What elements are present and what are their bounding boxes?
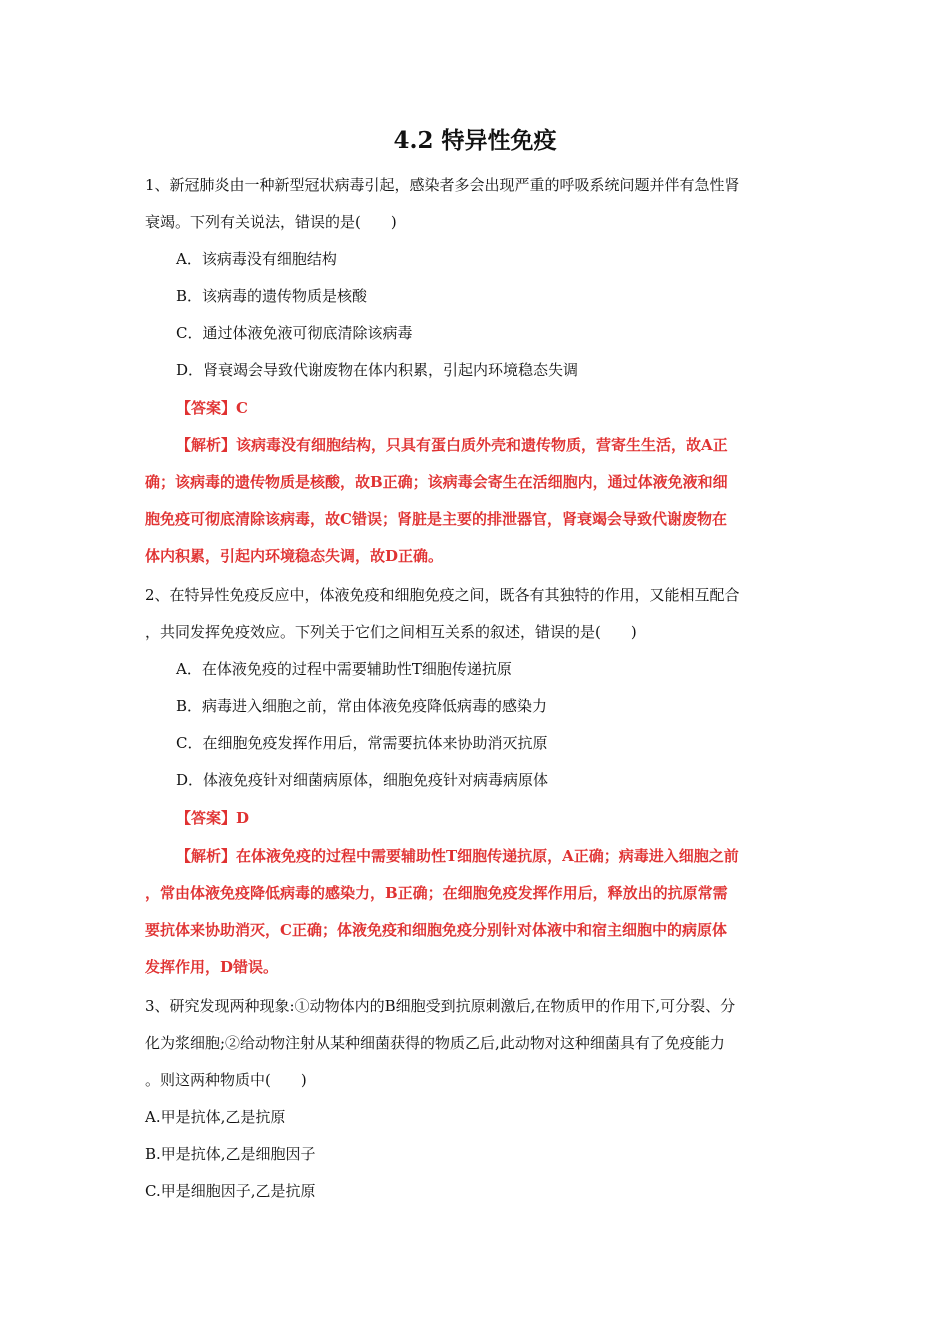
question-1-option-d: D．肾衰竭会导致代谢废物在体内积累，引起内环境稳态失调 [176,361,579,379]
question-2-option-a: A．在体液免疫的过程中需要辅助性T细胞传递抗原 [176,660,512,678]
question-2-answer: 【答案】D [176,809,250,827]
page-title: 4.2 特异性免疫 [393,127,557,154]
question-1-explanation-line-4: 体内积累，引起内环境稳态失调，故D正确。 [145,547,444,565]
question-3-option-b: B.甲是抗体,乙是细胞因子 [145,1145,316,1163]
question-1-stem-line-2: 衰竭。下列有关说法，错误的是( ) [145,213,397,231]
question-3-option-c: C.甲是细胞因子,乙是抗原 [145,1182,316,1200]
question-2-explanation-line-1: 【解析】在体液免疫的过程中需要辅助性T细胞传递抗原，A正确；病毒进入细胞之前 [176,847,739,865]
question-1-stem-line-1: 1、新冠肺炎由一种新型冠状病毒引起，感染者多会出现严重的呼吸系统问题并伴有急性肾 [145,176,740,194]
question-2-option-c: C．在细胞免疫发挥作用后，常需要抗体来协助消灭抗原 [176,734,548,752]
question-3-stem-line-3: 。则这两种物质中( ) [145,1071,307,1089]
question-3-stem-line-2: 化为浆细胞;②给动物注射从某种细菌获得的物质乙后,此动物对这种细菌具有了免疫能力 [145,1034,725,1052]
question-1-explanation-line-2: 确；该病毒的遗传物质是核酸，故B正确；该病毒会寄生在活细胞内，通过体液免液和细 [145,473,728,491]
question-1-option-b: B．该病毒的遗传物质是核酸 [176,287,368,305]
question-2-stem-line-1: 2、在特异性免疫反应中，体液免疫和细胞免疫之间，既各有其独特的作用，又能相互配合 [145,586,740,604]
question-1-answer: 【答案】C [176,399,248,417]
question-1-explanation-line-3: 胞免疫可彻底清除该病毒，故C错误；肾脏是主要的排泄器官，肾衰竭会导致代谢废物在 [145,510,727,528]
question-3-stem-line-1: 3、研究发现两种现象:①动物体内的B细胞受到抗原刺激后,在物质甲的作用下,可分裂、分 [145,997,736,1015]
question-2-explanation-line-2: ，常由体液免疫降低病毒的感染力，B正确；在细胞免疫发挥作用后，释放出的抗原常需 [145,884,728,902]
question-2-option-d: D．体液免疫针对细菌病原体，细胞免疫针对病毒病原体 [176,771,549,789]
question-1-explanation-line-1: 【解析】该病毒没有细胞结构，只具有蛋白质外壳和遗传物质，营寄生生活，故A正 [176,436,728,454]
question-2-stem-line-2: ，共同发挥免疫效应。下列关于它们之间相互关系的叙述，错误的是( ) [145,623,637,641]
question-2-option-b: B．病毒进入细胞之前，常由体液免疫降低病毒的感染力 [176,697,548,715]
question-2-explanation-line-4: 发挥作用，D错误。 [145,958,279,976]
question-2-explanation-line-3: 要抗体来协助消灭，C正确；体液免疫和细胞免疫分别针对体液中和宿主细胞中的病原体 [145,921,727,939]
question-3-option-a: A.甲是抗体,乙是抗原 [145,1108,286,1126]
question-1-option-a: A．该病毒没有细胞结构 [176,250,337,268]
question-1-option-c: C．通过体液免液可彻底清除该病毒 [176,324,413,342]
